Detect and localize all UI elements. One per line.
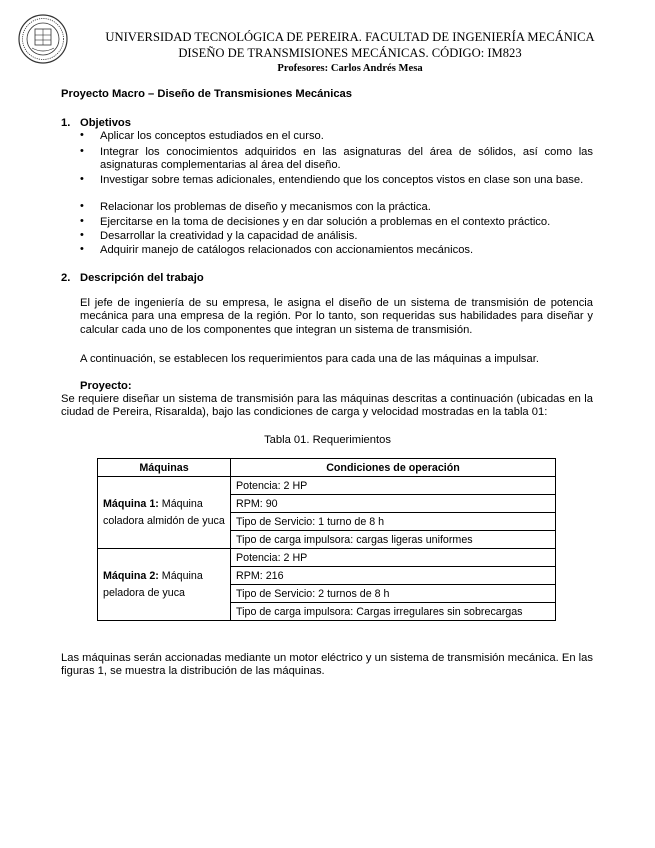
requirements-intro: A continuación, se establecen los requerimientos para cada una de las máquinas a impulsar. bbox=[80, 353, 539, 365]
bullet-icon: • bbox=[80, 215, 84, 227]
condition-cell: Tipo de Servicio: 2 turnos de 8 h bbox=[231, 585, 556, 603]
machine-2-cell bbox=[98, 549, 231, 621]
machine-1-label: Máquina 1: bbox=[103, 497, 159, 510]
objective-item: Investigar sobre temas adicionales, entendiendo que los conceptos vistos en clase son una base. bbox=[100, 174, 584, 186]
machine-1-cell bbox=[98, 477, 231, 549]
work-description-paragraph: El jefe de ingeniería de su empresa, le asigna el diseño de un sistema de transmisión de potencia mecánica para una empresa de la región. Por lo tanto, son requeridas sus habilidades para diseñar y calcular cada uno de los componentes que integran un sistema de transmisión. bbox=[80, 297, 593, 336]
objective-item: Integrar los conocimientos adquiridos en las asignaturas del área de sólidos, así como las asignaturas complementarias al área del diseño. bbox=[100, 146, 593, 172]
condition-cell: RPM: 216 bbox=[231, 567, 556, 585]
section1-title: Objetivos bbox=[80, 117, 131, 129]
requirements-table bbox=[97, 458, 556, 621]
condition-cell: Tipo de Servicio: 1 turno de 8 h bbox=[231, 513, 556, 531]
header-professors: Profesores: Carlos Andrés Mesa bbox=[277, 63, 423, 74]
table-row bbox=[98, 477, 556, 495]
table-caption: Tabla 01. Requerimientos bbox=[264, 434, 391, 446]
section2-title: Descripción del trabajo bbox=[80, 272, 204, 284]
bullet-icon: • bbox=[80, 129, 84, 141]
table-header-machines: Máquinas bbox=[98, 459, 231, 477]
header-course: DISEÑO DE TRANSMISIONES MECÁNICAS. CÓDIGO: IM823 bbox=[178, 46, 522, 60]
table-row bbox=[98, 549, 556, 567]
section1-number: 1. bbox=[61, 117, 71, 129]
condition-cell: Potencia: 2 HP bbox=[231, 549, 556, 567]
objective-item: Desarrollar la creatividad y la capacidad de análisis. bbox=[100, 230, 358, 242]
university-seal-logo bbox=[18, 14, 68, 64]
bullet-icon: • bbox=[80, 173, 84, 185]
condition-cell: Potencia: 2 HP bbox=[231, 477, 556, 495]
table-header-conditions: Condiciones de operación bbox=[231, 459, 556, 477]
bullet-icon: • bbox=[80, 243, 84, 255]
bullet-icon: • bbox=[80, 145, 84, 157]
bullet-icon: • bbox=[80, 200, 84, 212]
closing-paragraph: Las máquinas serán accionadas mediante un motor eléctrico y un sistema de transmisión mecánica. En las figuras 1, se muestra la distribución de las máquinas. bbox=[61, 652, 593, 678]
condition-cell: RPM: 90 bbox=[231, 495, 556, 513]
condition-cell: Tipo de carga impulsora: cargas ligeras uniformes bbox=[231, 531, 556, 549]
section2-number: 2. bbox=[61, 272, 71, 284]
bullet-icon: • bbox=[80, 229, 84, 241]
document-title: Proyecto Macro – Diseño de Transmisiones Mecánicas bbox=[61, 88, 352, 100]
header-university: UNIVERSIDAD TECNOLÓGICA DE PEREIRA. FACULTAD DE INGENIERÍA MECÁNICA bbox=[105, 30, 595, 44]
machine-2-name: Máquina peladora de yuca bbox=[103, 569, 203, 599]
objective-item: Aplicar los conceptos estudiados en el curso. bbox=[100, 130, 324, 142]
machine-1-name: Máquina coladora almidón de yuca bbox=[103, 497, 225, 527]
objective-item: Relacionar los problemas de diseño y mecanismos con la práctica. bbox=[100, 201, 431, 213]
objective-item: Ejercitarse en la toma de decisiones y en dar solución a problemas en el contexto práctico. bbox=[100, 216, 551, 228]
condition-cell: Tipo de carga impulsora: Cargas irregulares sin sobrecargas bbox=[231, 603, 556, 621]
project-label: Proyecto: bbox=[80, 380, 132, 392]
machine-2-label: Máquina 2: bbox=[103, 569, 159, 582]
project-description: Se requiere diseñar un sistema de transmisión para las máquinas descritas a continuación (ubicadas en la ciudad de Pereira, Risaralda), bajo las condiciones de carga y velocidad mostradas en la tabla 01: bbox=[61, 393, 593, 419]
table-header-row bbox=[98, 459, 556, 477]
objective-item: Adquirir manejo de catálogos relacionados con accionamientos mecánicos. bbox=[100, 244, 474, 256]
